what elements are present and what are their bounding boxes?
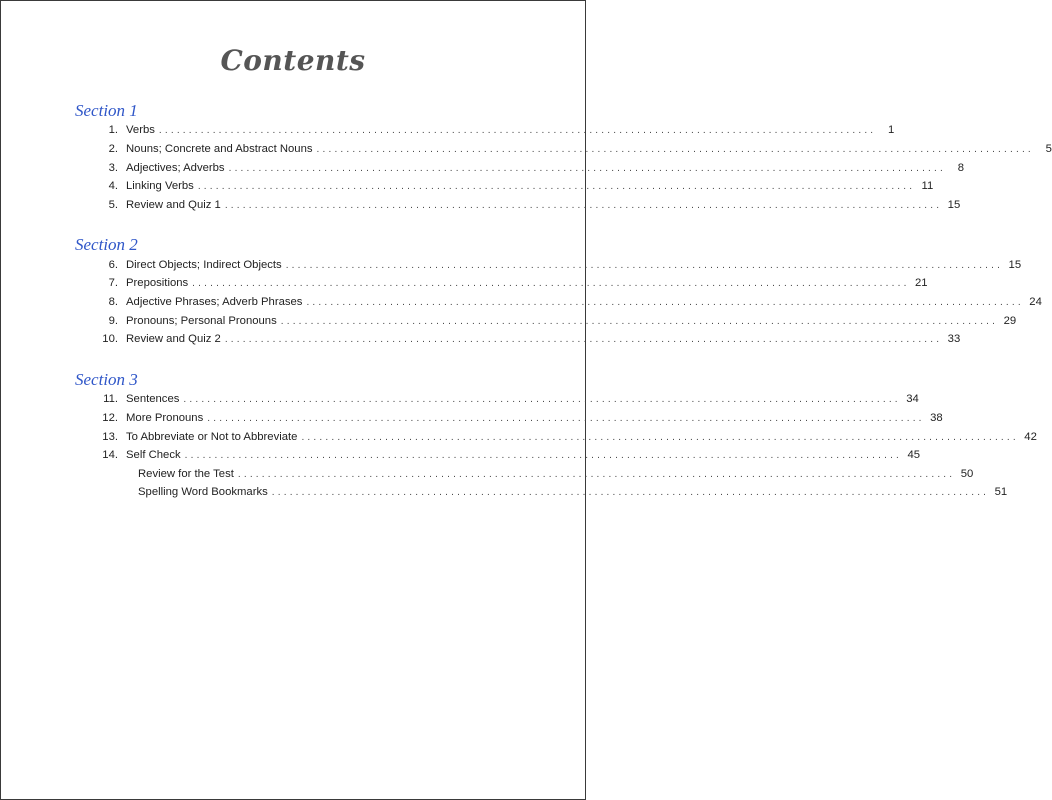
entry-page-number: 5 bbox=[1045, 143, 1052, 155]
entry-number: 10. bbox=[102, 333, 118, 345]
entry-label: Self Check bbox=[126, 449, 181, 461]
entry-number: 9. bbox=[108, 315, 118, 327]
leader-dots: ........................................................................................................................ bbox=[207, 413, 925, 424]
toc-entry[interactable] bbox=[92, 428, 1037, 447]
leader-dots: ........................................................................................................................ bbox=[183, 394, 901, 405]
entry-page-number: 33 bbox=[947, 333, 961, 345]
entry-label: Verbs bbox=[126, 124, 155, 136]
entry-page-number: 11 bbox=[921, 180, 934, 192]
leader-dots: ........................................................................................................................ bbox=[192, 278, 910, 289]
toc-entry[interactable] bbox=[92, 465, 974, 484]
entry-page-number: 38 bbox=[930, 412, 943, 424]
entry-page-number: 51 bbox=[994, 486, 1008, 498]
entry-number: 7. bbox=[108, 277, 118, 289]
entry-label: Linking Verbs bbox=[126, 180, 194, 192]
toc-entry[interactable] bbox=[92, 293, 1042, 312]
entry-number: 14. bbox=[102, 449, 118, 461]
toc-entry[interactable] bbox=[92, 140, 1052, 159]
leader-dots: ........................................................................................................................ bbox=[271, 487, 990, 498]
entry-page-number: 15 bbox=[1008, 259, 1022, 271]
entry-label: Review for the Test bbox=[138, 468, 234, 480]
entry-page-number: 29 bbox=[1003, 315, 1017, 327]
entry-number: 6. bbox=[108, 259, 118, 271]
entry-number: 1. bbox=[108, 124, 118, 136]
toc-entry[interactable] bbox=[92, 312, 1017, 331]
entry-label: More Pronouns bbox=[126, 412, 204, 424]
entry-page-number: 50 bbox=[960, 468, 974, 480]
entry-page-number: 8 bbox=[957, 162, 964, 174]
leader-dots: ........................................................................................................................ bbox=[224, 334, 943, 345]
toc-entry[interactable] bbox=[92, 483, 1008, 502]
entry-page-number: 34 bbox=[906, 393, 919, 405]
leader-dots: ........................................................................................................................ bbox=[316, 144, 1034, 155]
leader-dots: ........................................................................................................................ bbox=[306, 297, 1024, 308]
toc-entry[interactable] bbox=[92, 159, 964, 178]
entry-page-number: 42 bbox=[1024, 431, 1037, 443]
entry-number: 2. bbox=[108, 143, 118, 155]
entry-label: Adjectives; Adverbs bbox=[126, 162, 225, 174]
entry-label: Prepositions bbox=[126, 277, 189, 289]
entry-number: 8. bbox=[108, 296, 118, 308]
entry-label: Direct Objects; Indirect Objects bbox=[126, 259, 282, 271]
entry-label: Adjective Phrases; Adverb Phrases bbox=[126, 296, 303, 308]
toc-entry[interactable] bbox=[92, 121, 895, 140]
entry-label: Sentences bbox=[126, 393, 180, 405]
entry-page-number: 24 bbox=[1029, 296, 1042, 308]
toc-entry[interactable] bbox=[92, 330, 961, 349]
entry-label: Nouns; Concrete and Abstract Nouns bbox=[126, 143, 313, 155]
toc-entry[interactable] bbox=[92, 256, 1022, 275]
entry-page-number: 21 bbox=[915, 277, 928, 289]
entry-label: Review and Quiz 1 bbox=[126, 199, 221, 211]
toc-entry[interactable] bbox=[92, 409, 943, 428]
leader-dots: ........................................................................................................................ bbox=[237, 469, 956, 480]
toc-entry[interactable] bbox=[92, 390, 919, 409]
entry-page-number: 15 bbox=[947, 199, 961, 211]
leader-dots: ........................................................................................................................ bbox=[158, 125, 877, 136]
entry-number: 13. bbox=[102, 431, 118, 443]
page-title: Contents bbox=[220, 44, 366, 77]
leader-dots: ........................................................................................................................ bbox=[301, 432, 1019, 443]
leader-dots: ........................................................................................................................ bbox=[224, 200, 943, 211]
section-heading-1: Section 1 bbox=[75, 101, 138, 120]
leader-dots: ........................................................................................................................ bbox=[280, 316, 999, 327]
leader-dots: ........................................................................................................................ bbox=[228, 163, 946, 174]
entry-number: 5. bbox=[108, 199, 118, 211]
entry-page-number: 1 bbox=[888, 124, 895, 136]
leader-dots: ........................................................................................................................ bbox=[285, 260, 1004, 271]
entry-label: Spelling Word Bookmarks bbox=[138, 486, 268, 498]
toc-entry[interactable] bbox=[92, 196, 961, 215]
entry-number: 3. bbox=[108, 162, 118, 174]
entry-number: 4. bbox=[108, 180, 118, 192]
toc-entry[interactable] bbox=[92, 446, 921, 465]
entry-number: 11. bbox=[103, 393, 118, 405]
entry-number: 12. bbox=[102, 412, 118, 424]
leader-dots: ........................................................................................................................ bbox=[197, 181, 916, 192]
entry-page-number: 45 bbox=[907, 449, 921, 461]
entry-label: To Abbreviate or Not to Abbreviate bbox=[126, 431, 298, 443]
entry-label: Pronouns; Personal Pronouns bbox=[126, 315, 277, 327]
toc-entry[interactable] bbox=[92, 177, 934, 196]
leader-dots: ........................................................................................................................ bbox=[184, 450, 903, 461]
section-heading-3: Section 3 bbox=[75, 370, 138, 389]
section-heading-2: Section 2 bbox=[75, 235, 138, 254]
toc-entry[interactable] bbox=[92, 274, 928, 293]
entry-label: Review and Quiz 2 bbox=[126, 333, 221, 345]
